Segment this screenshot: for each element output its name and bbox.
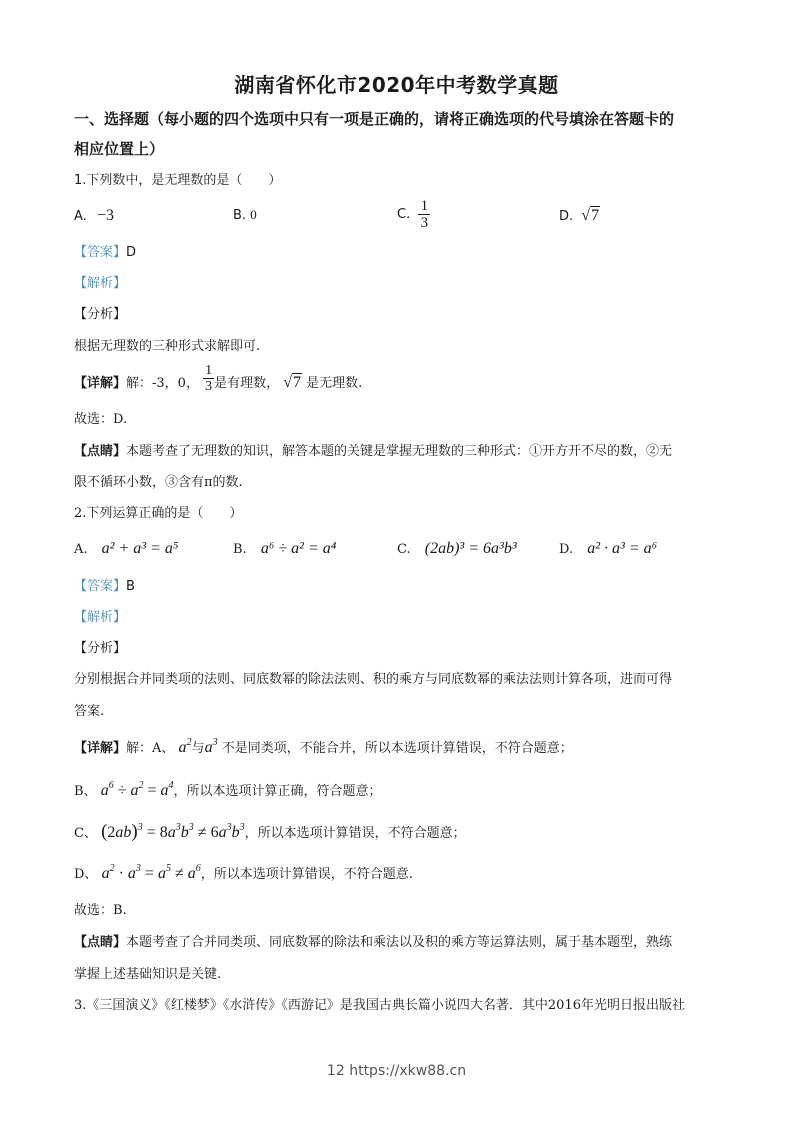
q1-option-a: A. −3: [74, 207, 114, 224]
question-3-stem: 3.《三国演义》《红楼梦》《水浒传》《西游记》是我国古典长篇小说四大名著．其中2016年光明日报出版社: [74, 998, 685, 1013]
q2-choose: 故选：B.: [74, 903, 127, 918]
q2-fenxi-text-cont: 答案.: [74, 704, 105, 719]
q2-answer: 【答案】B: [74, 579, 135, 594]
q2-xiangjie-a: 【详解】解：A、 $a^2$与$a^3$ 不是同类项，不能合并，所以本选项计算错误，不符合题意；: [74, 737, 573, 756]
fraction: $\frac{1}{3}$: [418, 198, 430, 231]
q2-option-d: D. a² · a³ = a⁶: [559, 540, 658, 557]
q1-xiangjie: 【详解】解：-3，0， $\frac{1}{3}$ 是有理数， √7 是无理数.: [74, 363, 363, 394]
q1-dianjing-cont: 限不循环小数，③含有π的数.: [74, 475, 243, 490]
page-footer: [0, 1063, 793, 1079]
q2-fenxi-text: 分别根据合并同类项的法则、同底数幂的除法法则、积的乘方与同底数幂的乘法法则计算各项，进而可得: [74, 672, 673, 687]
q2-analysis-label: 【解析】: [74, 610, 127, 625]
section-heading: 一、选择题（每小题的四个选项中只有一项是正确的，请将正确选项的代号填涂在答题卡的: [74, 110, 675, 128]
square-root: √7: [581, 207, 600, 224]
question-text: 下列数中，是无理数的是（ ）: [86, 173, 282, 188]
q1-fenxi-label: 【分析】: [74, 307, 127, 322]
page-number: 12: [326, 1063, 345, 1079]
q2-dianjing: 【点睛】本题考查了合并同类项、同底数幂的除法和乘法以及积的乘方等运算法则，属于基本题型，熟练: [74, 935, 673, 950]
page-title: 湖南省怀化市2020年中考数学真题: [234, 73, 559, 97]
q2-option-a: A. a² + a³ = a⁵: [74, 540, 179, 557]
q2-dianjing-cont: 掌握上述基础知识是关键.: [74, 967, 222, 982]
section-heading-cont: 相应位置上）: [74, 140, 165, 158]
q1-answer: 【答案】D: [74, 245, 137, 260]
question-1-stem: [74, 172, 281, 190]
footer-url[interactable]: https://xkw88.cn: [349, 1063, 467, 1079]
q1-fenxi-text: 根据无理数的三种形式求解即可.: [74, 339, 261, 354]
q2-xiangjie-d: D、 $a^2 \cdot a^3 = a^5 \ne a^6$，所以本选项计算错误，不符合题意.: [74, 863, 413, 882]
q1-option-d: D. √7: [559, 207, 600, 224]
q2-option-b: B. a⁶ ÷ a² = a⁴: [233, 540, 337, 557]
q2-fenxi-label: 【分析】: [74, 641, 127, 656]
q1-analysis-label: 【解析】: [74, 276, 127, 291]
q1-option-b: B. 0: [233, 207, 257, 223]
question-2-stem: 2.下列运算正确的是（ ）: [74, 506, 243, 521]
q2-xiangjie-c: C、 $(2ab)^3 = 8a^3b^3 \ne 6a^3b^3$，所以本选项计算错误，不符合题意；: [74, 821, 466, 842]
q1-dianjing: 【点睛】本题考查了无理数的知识，解答本题的关键是掌握无理数的三种形式：①开方开不尽的数，②无: [74, 444, 673, 459]
q2-xiangjie-b: B、 $a^6 \div a^2 = a^4$，所以本选项计算正确，符合题意；: [74, 780, 382, 799]
q1-option-c: C. $\frac{1}{3}$: [397, 198, 430, 231]
fraction: $\frac{1}{3}$: [205, 363, 213, 394]
q2-option-c: C. (2ab)³ = 6a³b³: [397, 540, 517, 557]
question-number: 1.: [74, 173, 87, 188]
q1-choose: 故选：D.: [74, 412, 128, 427]
